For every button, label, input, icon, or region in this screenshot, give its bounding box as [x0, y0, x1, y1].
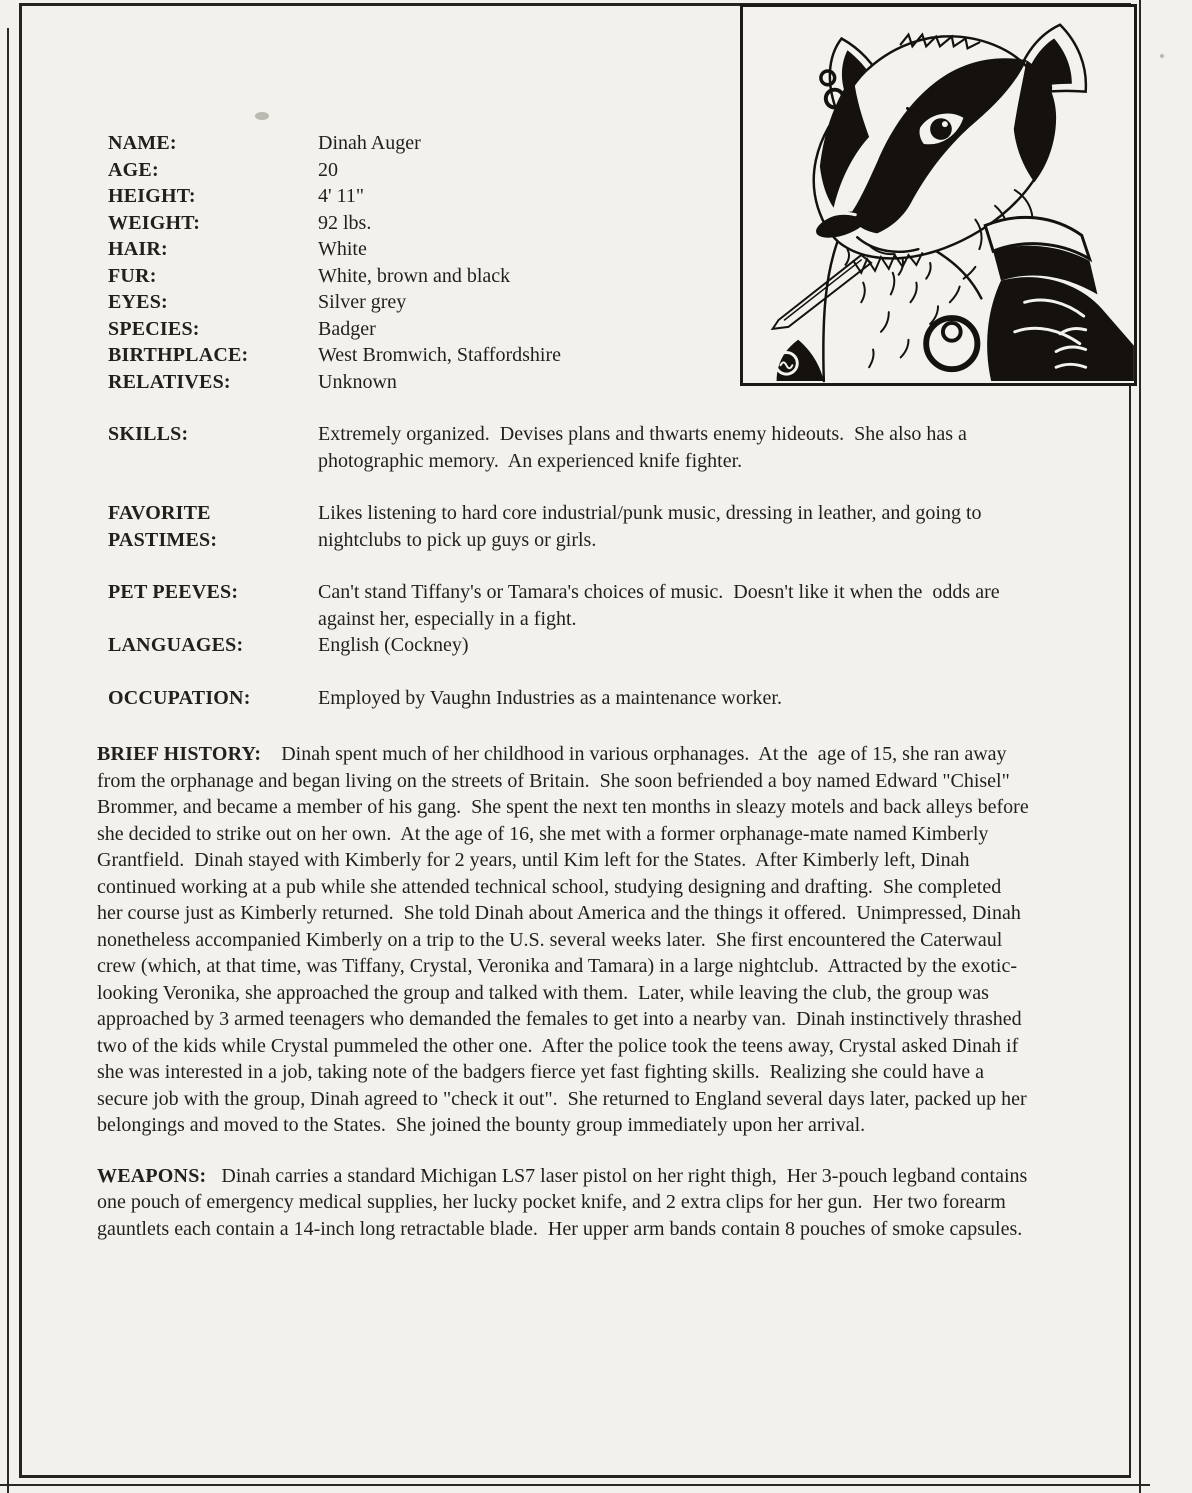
- field-label: SPECIES:: [108, 317, 200, 340]
- scan-speck: [1160, 54, 1164, 58]
- section-label: SKILLS:: [108, 423, 189, 445]
- section-text: Can't stand Tiffany's or Tamara's choices of music. Doesn't like it when the odds are against her, especially in a fight.: [318, 581, 1005, 630]
- section-pet-peeves: [108, 579, 1030, 632]
- section-text: English (Cockney): [318, 634, 469, 656]
- profile-fields: [108, 130, 1030, 395]
- field-row-fur: [108, 263, 1030, 290]
- field-value: White, brown and black: [318, 264, 511, 287]
- section-text: Extremely organized. Devises plans and thwarts enemy hideouts. She also has a photographic memory. An experienced knife fighter.: [318, 423, 972, 472]
- field-value: 20: [318, 158, 338, 181]
- section-label: PET PEEVES:: [108, 581, 239, 603]
- weapons-label: WEAPONS:: [97, 1164, 207, 1187]
- field-row-hair: [108, 236, 1030, 263]
- section-label: FAVORITE PASTIMES:: [108, 502, 218, 551]
- field-row-height: [108, 183, 1030, 210]
- field-row-name: [108, 130, 1030, 157]
- field-row-eyes: [108, 289, 1030, 316]
- field-value: Dinah Auger: [318, 132, 421, 154]
- field-label: HAIR:: [108, 238, 168, 260]
- field-label: WEIGHT:: [108, 211, 201, 234]
- weapons-paragraph: [97, 1163, 1033, 1243]
- section-languages: [108, 632, 1030, 659]
- field-label: NAME:: [108, 132, 177, 154]
- page-border-outer-left: [7, 28, 9, 1493]
- brief-history-label: BRIEF HISTORY:: [97, 743, 262, 765]
- field-row-birthplace: [108, 342, 1030, 369]
- field-row-species: [108, 316, 1030, 343]
- section-skills: [108, 421, 1030, 474]
- field-value: Silver grey: [318, 291, 407, 313]
- field-value: West Bromwich, Staffordshire: [318, 344, 561, 366]
- section-label: OCCUPATION:: [108, 686, 251, 709]
- field-value: Unknown: [318, 370, 397, 393]
- brief-history-paragraph: [97, 741, 1034, 1139]
- field-value: 92 lbs.: [318, 211, 372, 234]
- section-favorite-pastimes: [108, 500, 1030, 553]
- section-text: Employed by Vaughn Industries as a maintenance worker.: [318, 686, 782, 709]
- field-label: EYES:: [108, 291, 168, 313]
- field-row-relatives: [108, 369, 1030, 396]
- section-text: Likes listening to hard core industrial/punk music, dressing in leather, and going to nightclubs to pick up guys or girls.: [318, 502, 987, 551]
- field-row-age: [108, 157, 1030, 184]
- field-label: HEIGHT:: [108, 185, 196, 207]
- weapons-text: Dinah carries a standard Michigan LS7 laser pistol on her right thigh, Her 3-pouch legband contains one pouch of emergency medical supplies, her lucky pocket knife, and 2 extra clips for her gun. Her two forearm gauntlets each contain a 14-inch long retractable blade. Her upper arm bands contain 8 pouches of smoke capsules.: [97, 1164, 1033, 1240]
- field-label: BIRTHPLACE:: [108, 344, 249, 366]
- sheet-content: [97, 6, 1034, 1242]
- brief-history-text: Dinah spent much of her childhood in various orphanages. At the age of 15, she ran away from the orphanage and began living on the streets of Britain. She soon befriended a boy named Edward "Chisel" Brommer, and became a member of his gang. She spent the next ten months in sleazy motels and back alleys before she decided to strike out on her own. At the age of 16, she met with a former orphanage-mate named Kimberly Grantfield. Dinah stayed with Kimberly for 2 years, until Kim left for the States. After Kimberly left, Dinah continued working at a pub while she attended technical school, studying designing and drafting. She completed her course just as Kimberly returned. She told Dinah about America and the things it offered. Unimpressed, Dinah nonetheless accompanied Kimberly on a trip to the U.S. several weeks later. She first encountered the Caterwaul crew (which, at that time, was Tiffany, Crystal, Veronika and Tamara) in a large nightclub. Attracted by the exotic-looking Veronika, she approached the group and talked with them. Later, while leaving the club, the group was approached by 3 armed teenagers who demanded the females to get into a nearby van. Dinah instinctively thrashed two of the kids while Crystal pummeled the other one. After the police took the teens away, Crystal asked Dinah if she was interested in a job, taking note of the badgers fierce yet fast fighting skills. Realizing she could have a secure job with the group, Dinah agreed to "check it out". She returned to England several days later, packed up her belongings and moved to the States. She joined the bounty group immediately upon her arrival.: [97, 743, 1034, 1136]
- field-row-weight: [108, 210, 1030, 237]
- field-label: RELATIVES:: [108, 370, 231, 393]
- section-label: LANGUAGES:: [108, 634, 244, 656]
- page-border-outer-bottom: [0, 1484, 1150, 1486]
- field-value: Badger: [318, 317, 376, 340]
- section-occupation: [108, 685, 1030, 712]
- field-value: White: [318, 238, 367, 260]
- field-value: 4' 11": [318, 185, 365, 207]
- field-label: FUR:: [108, 264, 157, 287]
- page-border-outer-right: [1139, 0, 1141, 1493]
- field-label: AGE:: [108, 158, 159, 181]
